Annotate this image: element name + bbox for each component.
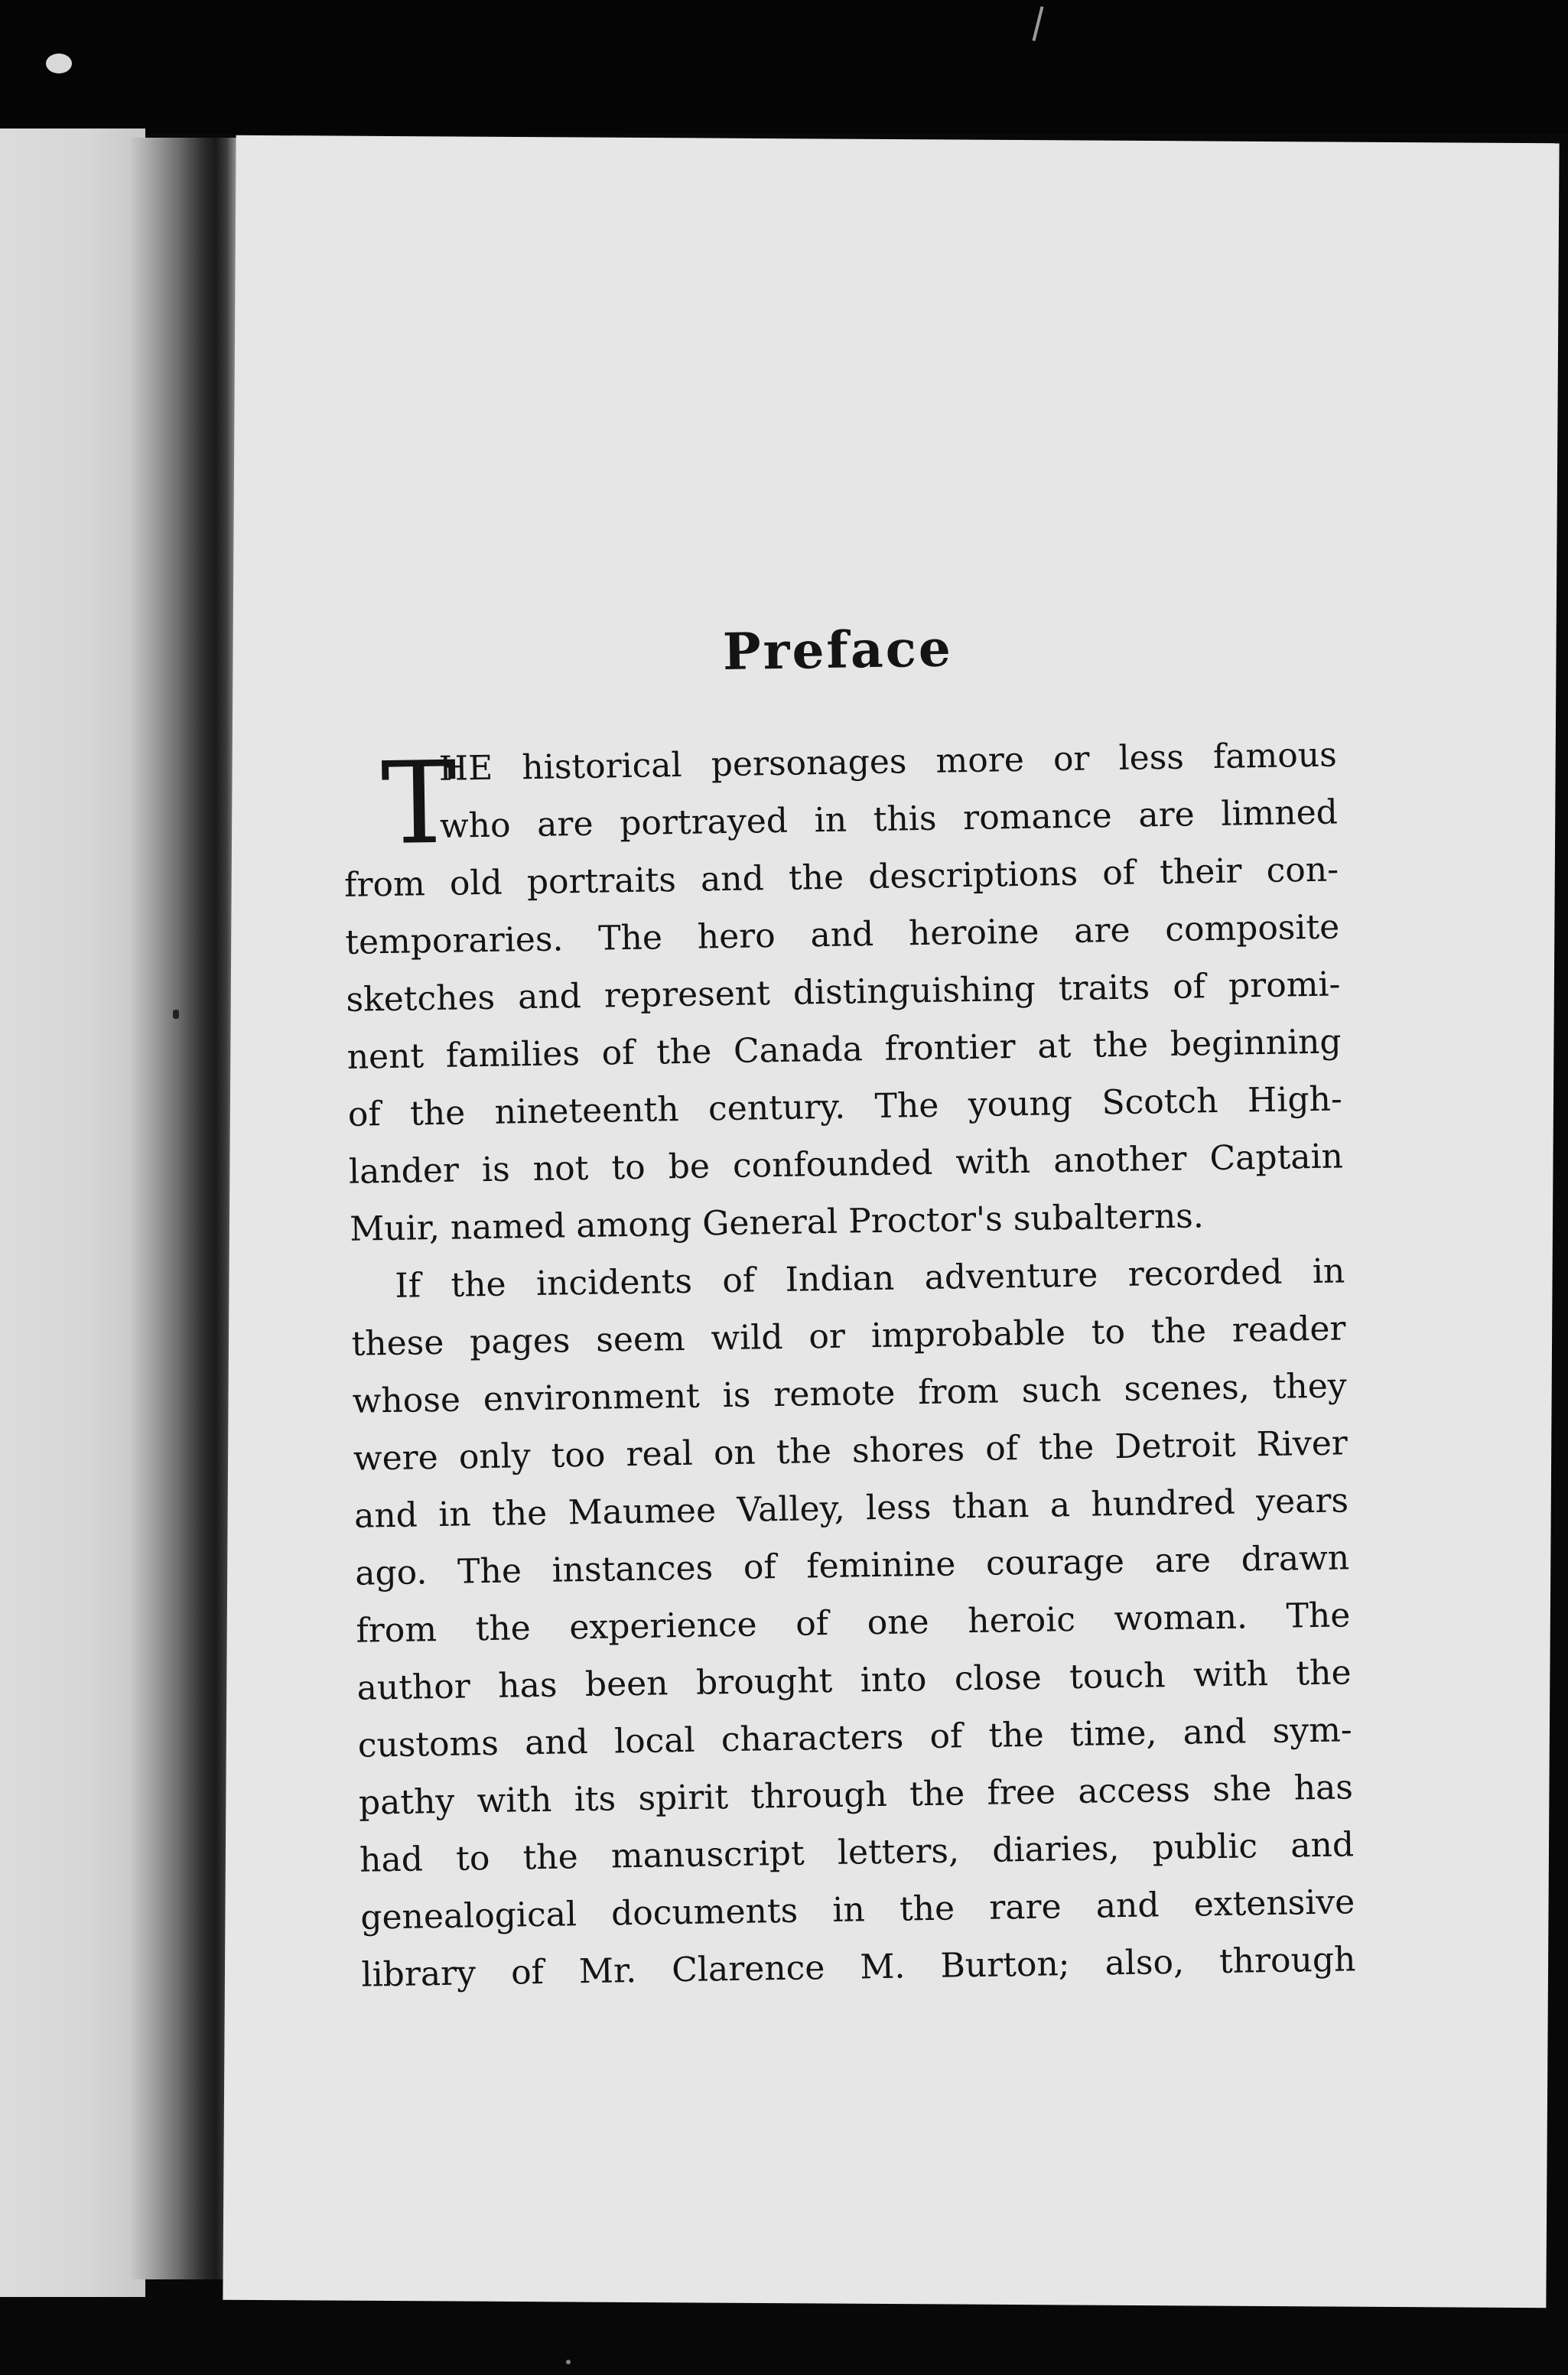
text-line: lander is not to be confounded with another Captain bbox=[348, 1137, 1344, 1192]
text-line: nent families of the Canada frontier at the beginning bbox=[346, 1022, 1342, 1077]
preface-body bbox=[342, 726, 1356, 2003]
text-line: customs and local characters of the time, and sym- bbox=[357, 1710, 1353, 1765]
text-line: and in the Maumee Valley, less than a hundred years bbox=[353, 1481, 1349, 1536]
book-gutter bbox=[130, 138, 237, 2279]
paragraph-2 bbox=[350, 1242, 1356, 2003]
text-line: from old portraits and the descriptions of their con- bbox=[343, 850, 1339, 905]
text-line: of the nineteenth century. The young Scotch High- bbox=[347, 1079, 1343, 1134]
text-line: whose environment is remote from such scenes, they bbox=[352, 1366, 1348, 1421]
text-line: had to the manuscript letters, diaries, public and bbox=[359, 1825, 1355, 1880]
text-line: genealogical documents in the rare and extensive bbox=[359, 1882, 1355, 1937]
paragraph-1 bbox=[342, 726, 1344, 1257]
text-line: HE historical personages more or less famous bbox=[438, 735, 1338, 789]
text-line: library of Mr. Clarence M. Burton; also, through bbox=[361, 1940, 1356, 1995]
text-line: these pages seem wild or improbable to the reader bbox=[351, 1309, 1346, 1364]
dust-speck-bottom bbox=[566, 2360, 571, 2364]
page-title: Preface bbox=[722, 618, 954, 682]
text-line: sketches and represent distinguishing traits of promi- bbox=[346, 965, 1341, 1020]
text-line: ago. The instances of feminine courage are drawn bbox=[354, 1538, 1350, 1593]
text-line: Muir, named among General Proctor's subalterns. bbox=[349, 1196, 1205, 1249]
text-line: who are portrayed in this romance are limned bbox=[439, 792, 1339, 846]
text-line: from the experience of one heroic woman. The bbox=[356, 1596, 1351, 1651]
drop-cap: T bbox=[380, 737, 458, 870]
text-line: author has been brought into close touch with the bbox=[356, 1653, 1352, 1708]
text-line: temporaries. The hero and heroine are composite bbox=[344, 907, 1340, 962]
scratch-mark bbox=[1032, 6, 1043, 41]
page-blemish bbox=[173, 1010, 179, 1019]
dust-speck bbox=[46, 54, 72, 73]
text-line: If the incidents of Indian adventure recorded in bbox=[395, 1251, 1345, 1306]
text-line: pathy with its spirit through the free access she has bbox=[358, 1768, 1354, 1823]
left-page-edge bbox=[0, 129, 145, 2297]
scanner-border-top bbox=[0, 0, 1568, 134]
text-line: were only too real on the shores of the Detroit River bbox=[353, 1423, 1348, 1479]
